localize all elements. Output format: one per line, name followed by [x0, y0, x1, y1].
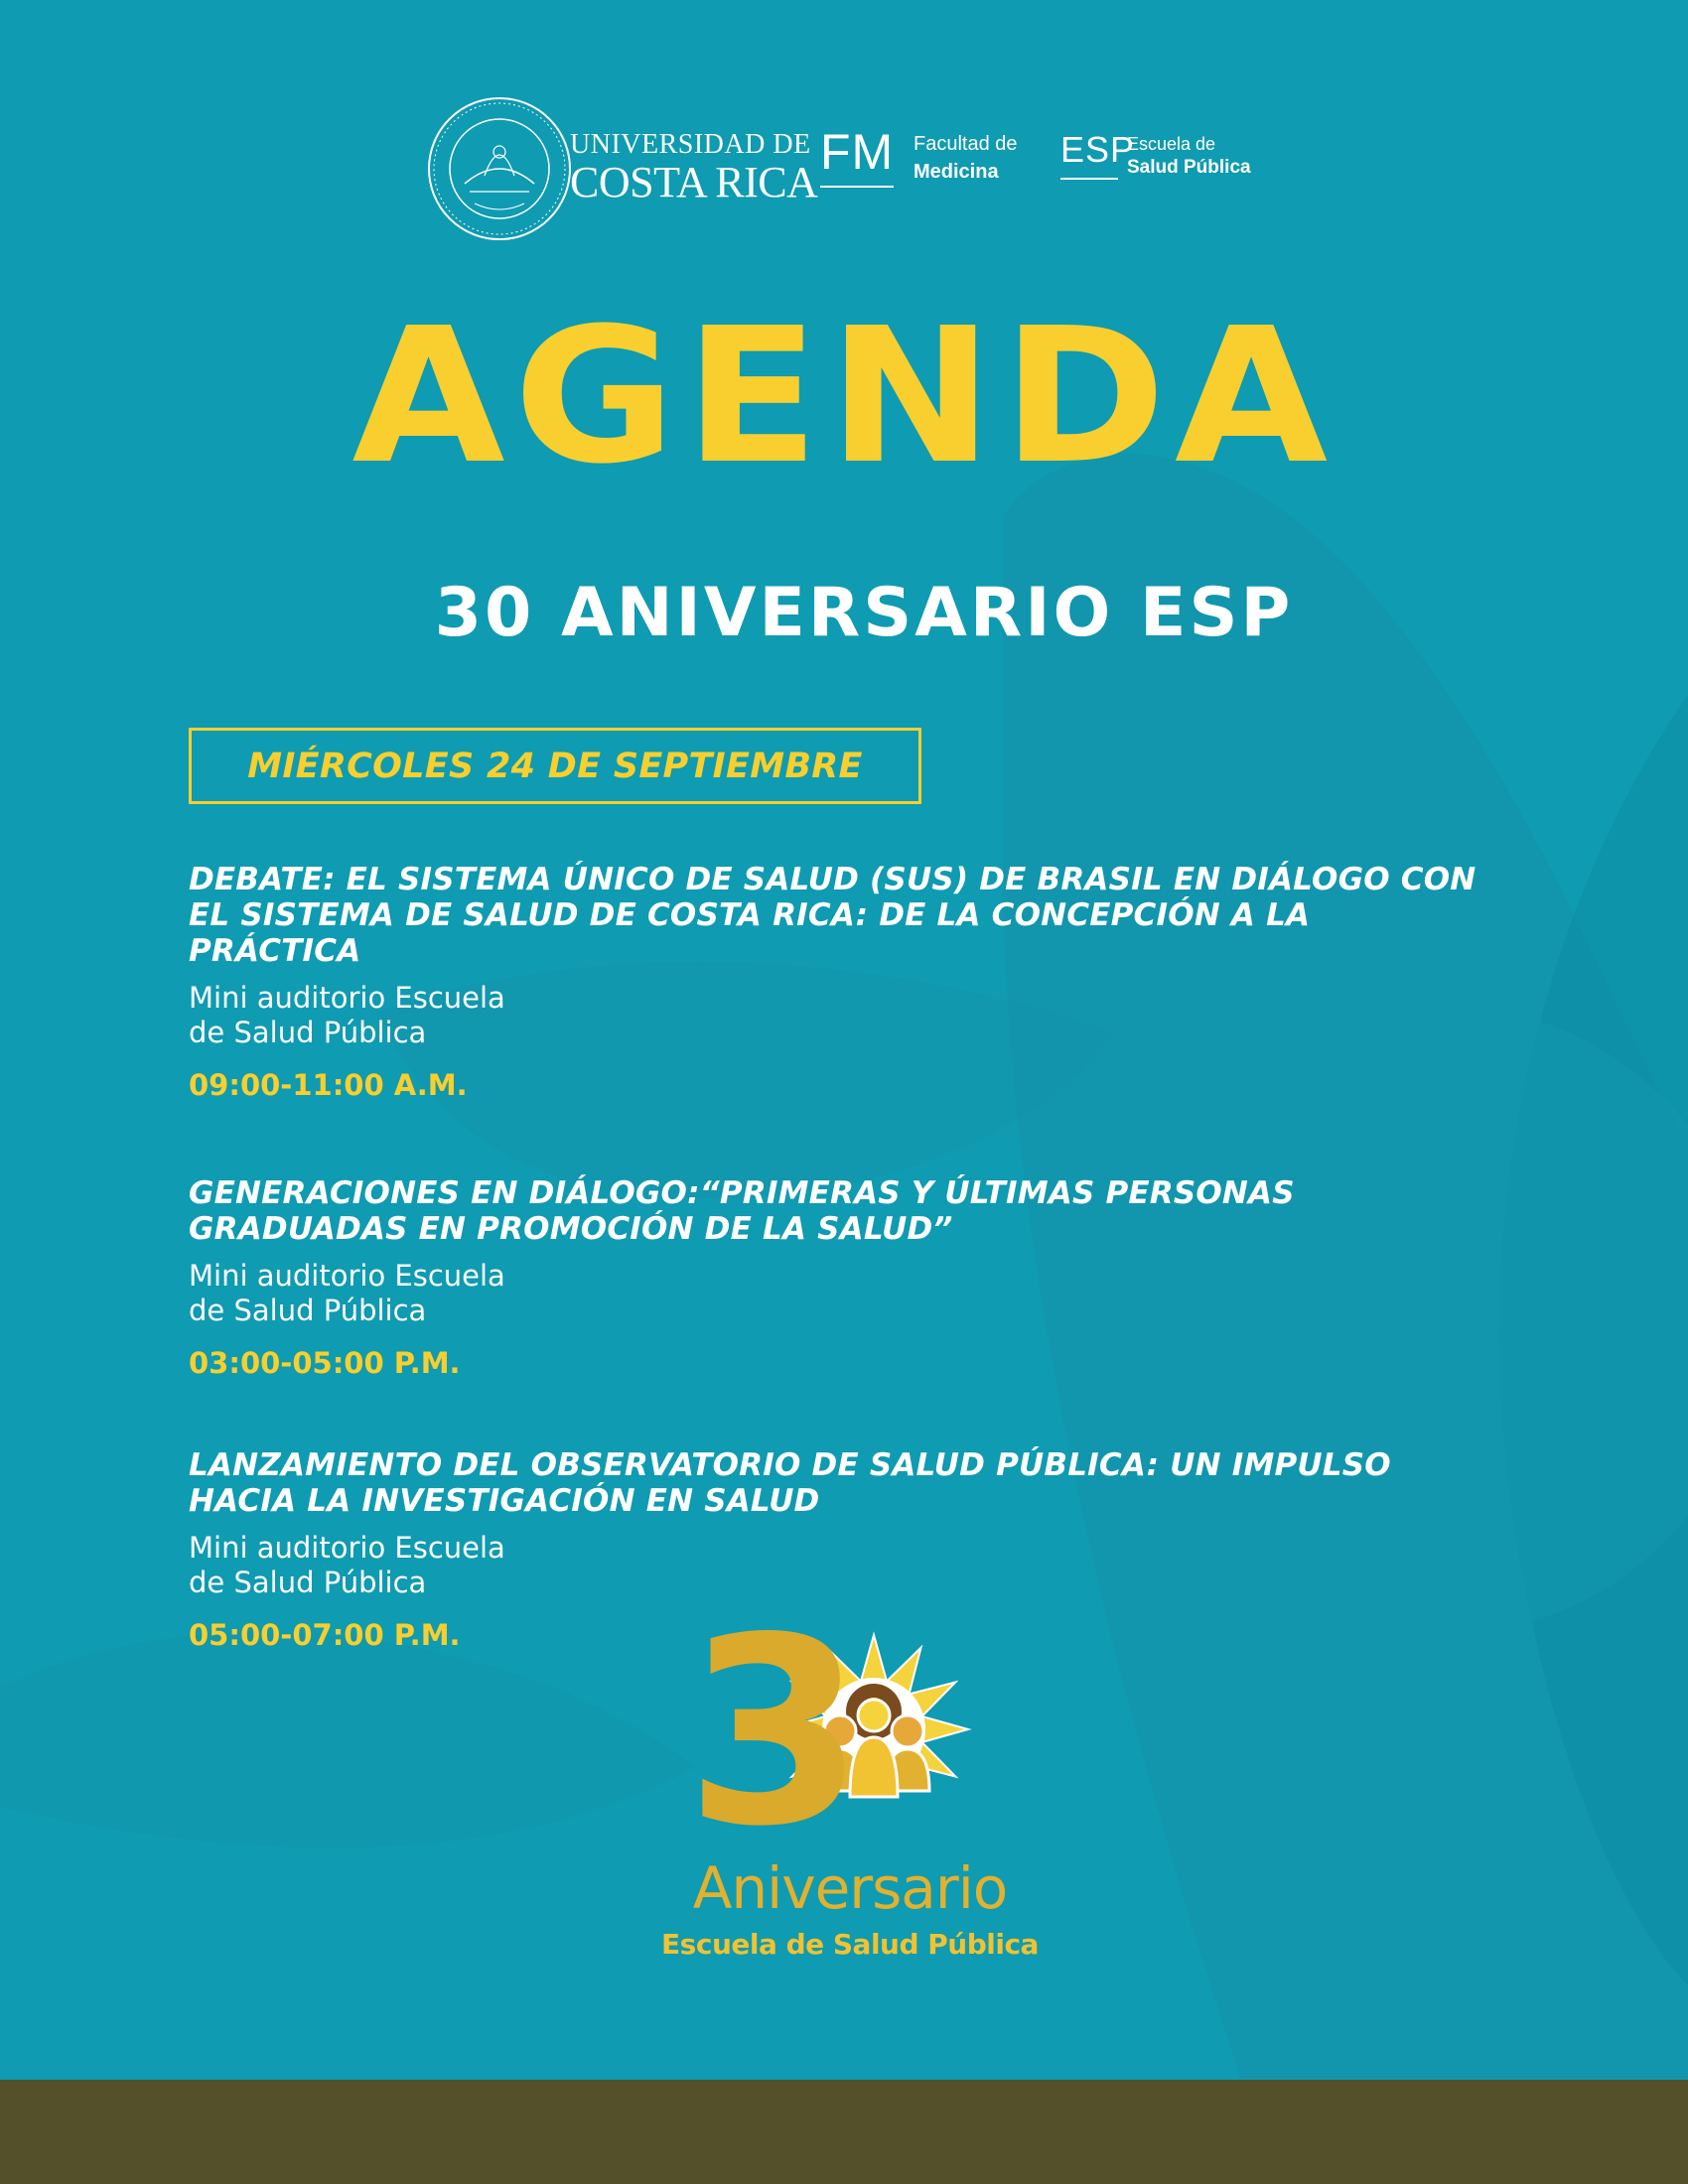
- event-location: Mini auditorio Escuela de Salud Pública: [189, 1259, 505, 1327]
- fm-name: [914, 130, 1018, 186]
- event-title: LANZAMIENTO DEL OBSERVATORIO DE SALUD PÚBLICA: UN IMPULSO HACIA LA INVESTIGACIÓN EN SALUD: [189, 1447, 1391, 1519]
- header-logos: [0, 94, 1688, 243]
- esp-line2: Salud Pública: [1127, 157, 1251, 178]
- ucr-line1: UNIVERSIDAD DE: [570, 129, 811, 160]
- esp-abbreviation: ESP: [1060, 130, 1118, 180]
- anniversary-word: Aniversario: [692, 1854, 1008, 1922]
- event-location: Mini auditorio Escuela de Salud Pública: [189, 981, 505, 1049]
- fm-abbreviation: FM: [820, 126, 894, 188]
- anniversary-number: 3: [685, 1618, 865, 1846]
- ucr-line2: COSTA RICA: [570, 158, 818, 206]
- page-title: AGENDA: [352, 288, 1336, 505]
- event-title: DEBATE: EL SISTEMA ÚNICO DE SALUD (SUS) DE BRASIL EN DIÁLOGO CON EL SISTEMA DE SALUD DE COSTA RICA: DE LA CONCEPCIÓN A LA PRÁCTICA: [189, 862, 1477, 969]
- anniversary-logo-icon: [626, 1618, 1023, 1846]
- event-time: 03:00-05:00 P.M.: [189, 1346, 461, 1380]
- event-item: [189, 1175, 1295, 1380]
- event-title: GENERACIONES EN DIÁLOGO:“PRIMERAS Y ÚLTIMAS PERSONAS GRADUADAS EN PROMOCIÓN DE LA SALUD”: [189, 1175, 1295, 1247]
- anniversary-subtitle: Escuela de Salud Pública: [661, 1928, 1039, 1961]
- fm-line2: Medicina: [914, 161, 999, 183]
- esp-line1: Escuela de: [1127, 134, 1216, 154]
- event-date: MIÉRCOLES 24 DE SEPTIEMBRE: [247, 746, 863, 786]
- fm-line1: Facultad de: [914, 133, 1018, 155]
- event-time: 09:00-11:00 A.M.: [189, 1068, 468, 1102]
- ucr-seal-icon: [425, 94, 574, 243]
- page-subtitle: 30 ANIVERSARIO ESP: [434, 574, 1294, 652]
- event-location: Mini auditorio Escuela de Salud Pública: [189, 1531, 505, 1599]
- footer-bar: [0, 2080, 1688, 2184]
- event-time: 05:00-07:00 P.M.: [189, 1618, 461, 1652]
- ucr-wordmark: [570, 130, 817, 205]
- event-item: [189, 862, 1476, 1102]
- fm-logo: [820, 126, 894, 188]
- esp-logo: [1060, 129, 1136, 180]
- date-box: [189, 728, 921, 804]
- esp-name: [1127, 132, 1251, 180]
